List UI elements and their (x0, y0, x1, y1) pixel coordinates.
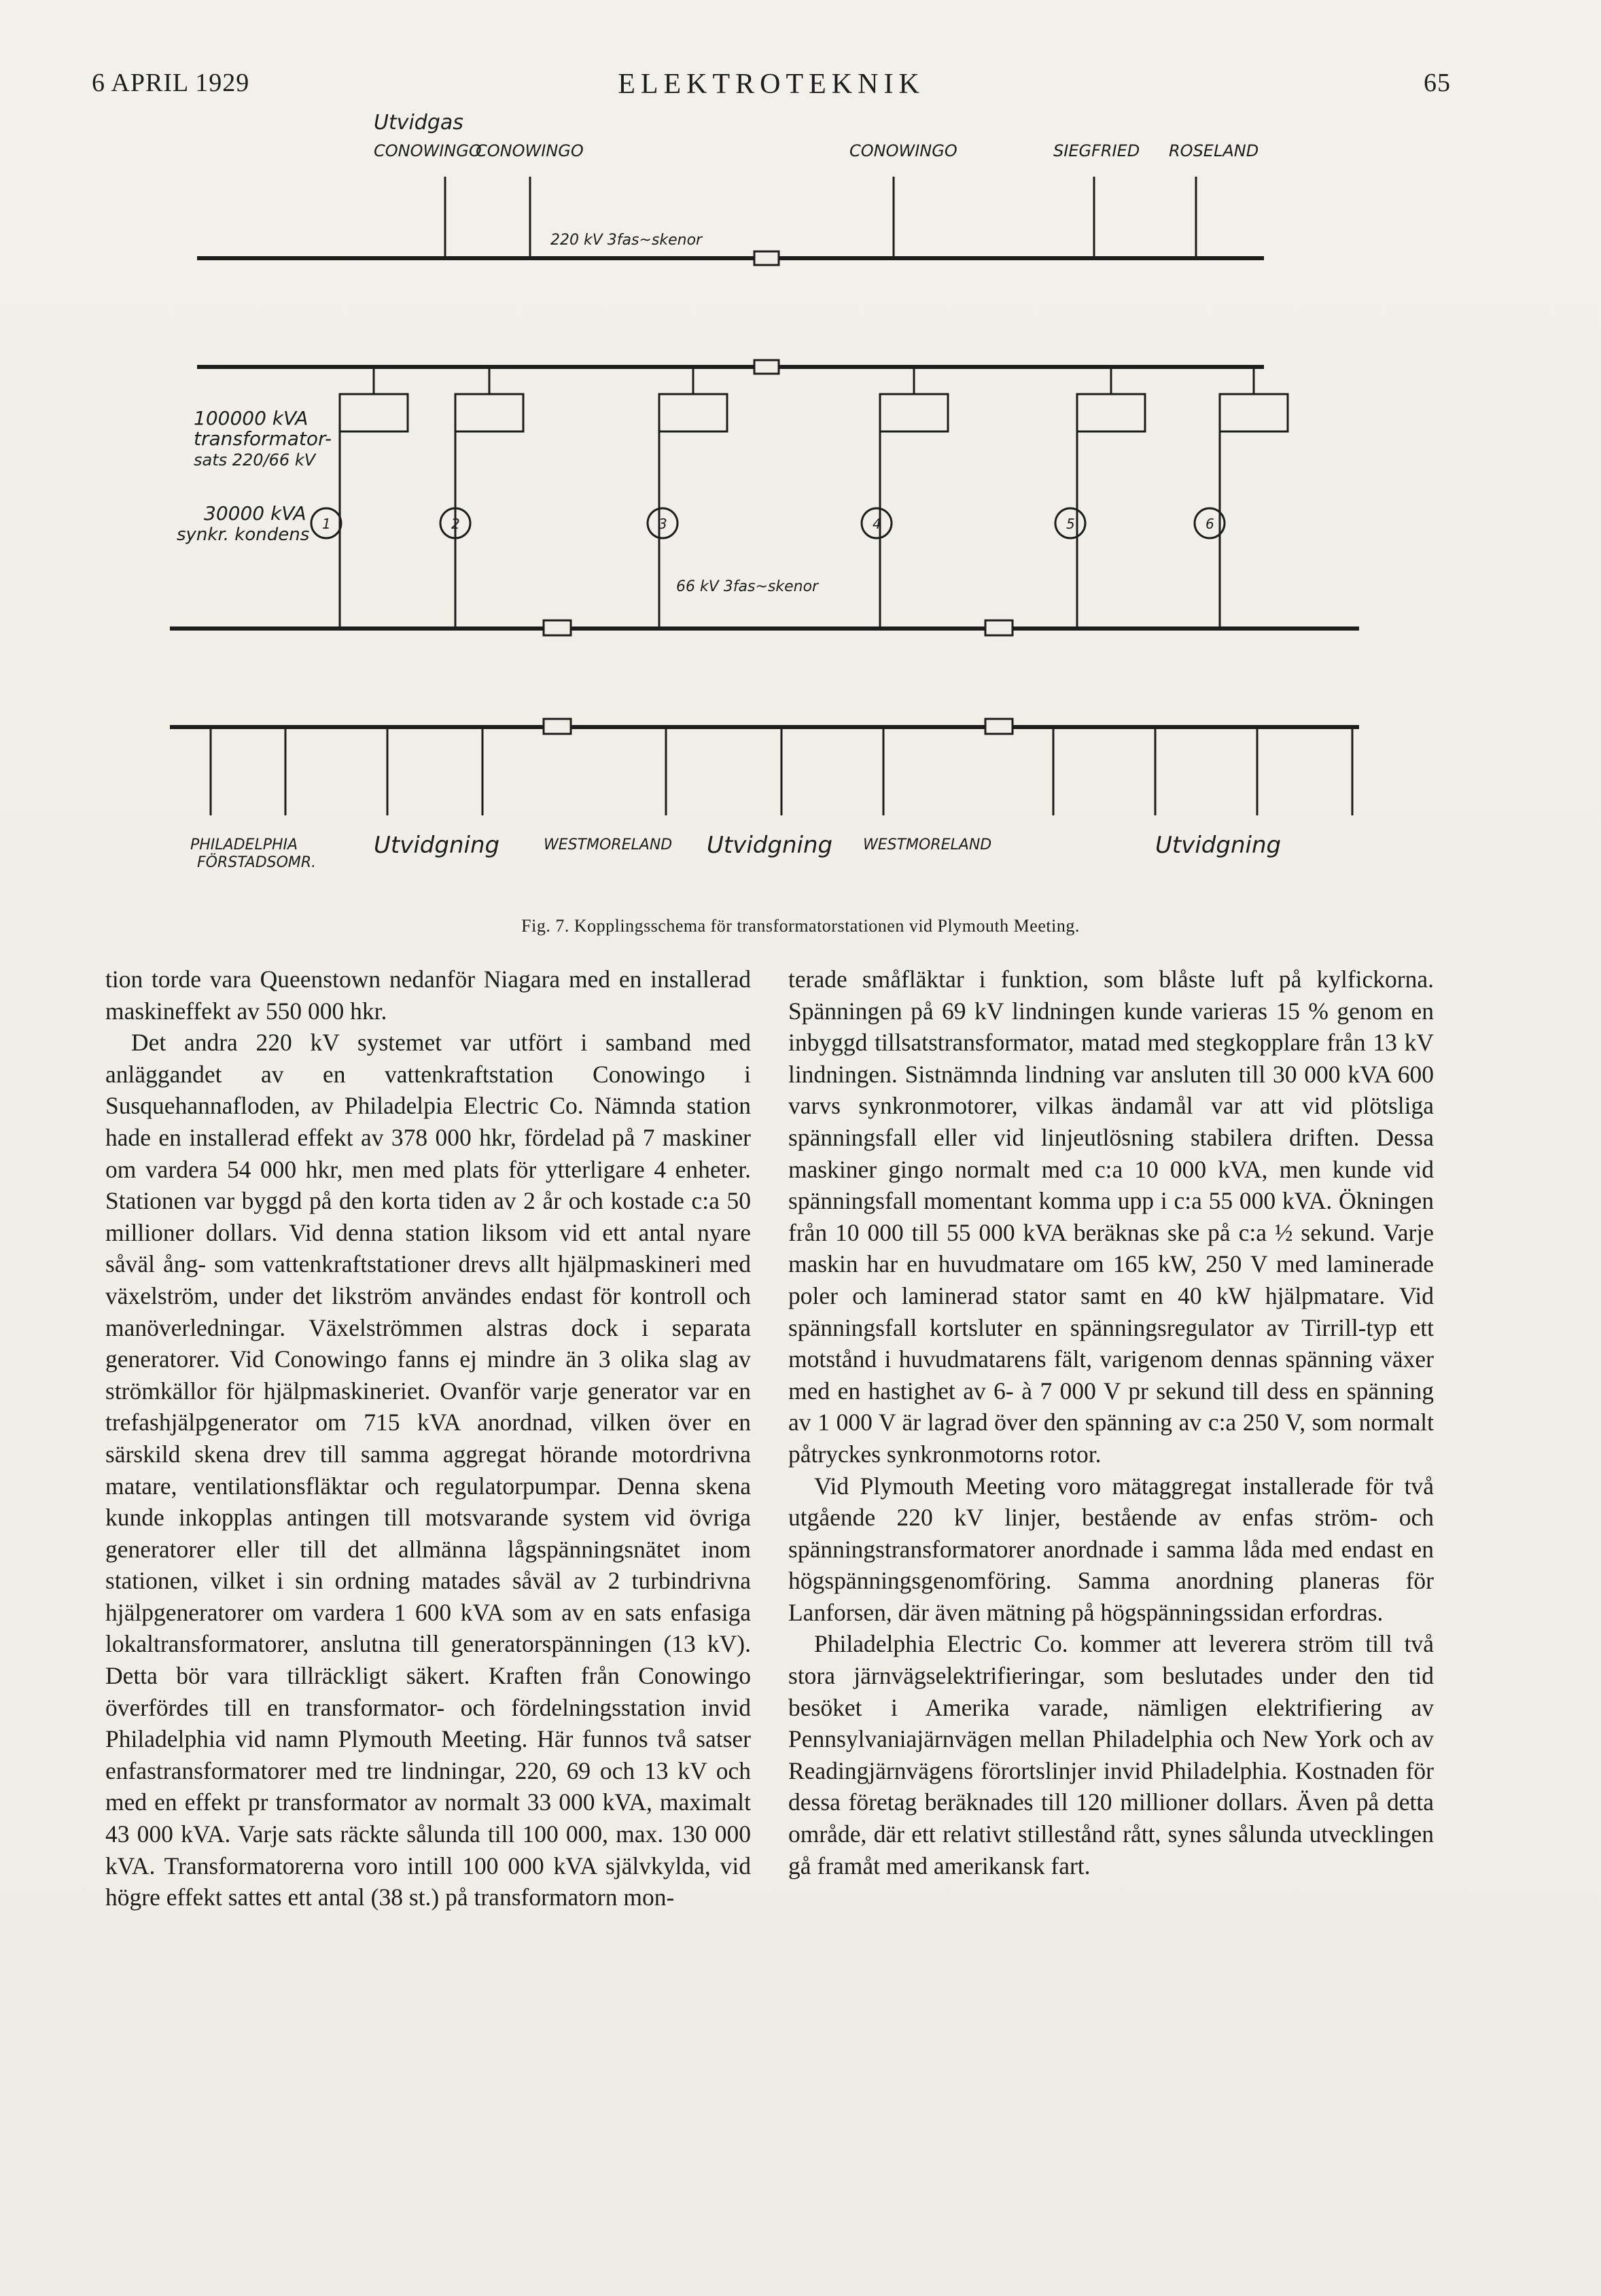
paragraph: Vid Plymouth Meeting voro mätaggregat installerade för två utgående 220 kV linjer, bestående av enfas ström- och spänningstransformatorer anordnade i samma låda med endast en högspänningsgenomföring. Samma anordning planeras för Lanforsen, där även mätning på högspänningssidan erfordras. (788, 1472, 1434, 1626)
label-utvidgas: Utvidgas (374, 111, 463, 135)
label-utvidgning-3: Utvidgning (1155, 832, 1282, 859)
condenser-number-4: 4 (873, 516, 881, 532)
label-philadelphia-1: PHILADELPHIA (190, 836, 298, 853)
page-number: 65 (1424, 69, 1451, 97)
label-westmoreland-2: WESTMORELAND (863, 836, 992, 853)
label-siegfried: SIEGFRIED (1053, 141, 1140, 160)
label-westmoreland-1: WESTMORELAND (544, 836, 673, 853)
paragraph: tion torde vara Queenstown nedanför Niagara med en installerad maskineffekt av 550 000 hkr. (105, 966, 751, 1025)
label-utvidgning-2: Utvidgning (707, 832, 833, 859)
condenser-number-3: 3 (658, 516, 667, 532)
label-condenser-1: 30000 kVA (204, 502, 306, 525)
left-column (105, 964, 751, 1913)
paragraph: terade småfläktar i funktion, som blåste luft på kylfickorna. Spänningen på 69 kV lindningen kunde varieras 15 % genom en inbyggd tillsatstransformator, matad med stegkopplare från 13 kV lindningen. Sistnämnda lindning var ansluten till 30 000 kVA 600 varvs synkronmotorer, vilkas ändamål var att vid plötsliga spänningsfall eller vid linjeutlösning stabilera driften. Dessa maskiner gingo normalt med c:a 10 000 kVA, men kunde vid spänningsfall momentant komma upp i c:a 55 000 kVA. Ökningen från 10 000 till 55 000 kVA beräknas ske på c:a ½ sekund. Varje maskin har en huvudmatare om 165 kW, 250 V med laminerade poler och laminerad stator samt en 40 kW hjälpmatare. Vid spänningsfall kortsluter en spänningsregulator av Tirrill-typ ett motstånd i huvudmatarens fält, varigenom dennas spänning växer med en hastighet av 6- à 7 000 V pr sekund till dess en spänning av 1 000 V är lagrad över den spänning av c:a 250 V, som normalt påtryckes synkronmotorns rotor. (788, 966, 1434, 1468)
condenser-number-2: 2 (451, 516, 460, 532)
journal-title: ELEKTROTEKNIK (618, 69, 925, 100)
paragraph: Det andra 220 kV systemet var utfört i samband med anläggandet av en vattenkraftstation Conowingo i Susquehannafloden, av Philadelpia Electric Co. Nämnda station hade en installerad effekt av 378 000 hkr, fördelad på 7 maskiner om vardera 54 000 hkr, men med plats för ytterligare 4 enheter. Stationen var byggd på den korta tiden av 2 år och kostade c:a 50 millioner dollars. Vid denna station liksom vid ett antal nyare såväl ång- som vattenkraftstationer drevs allt hjälpmaskineri med växelström, under det likström användes endast för kontroll och manöverledningar. Växelströmmen alstras dock i separata generatorer. Vid Conowingo fanns ej mindre än 3 olika slag av strömkällor för hjälpmaskineriet. Ovanför varje generator var en trefashjälpgenerator om 715 kVA anordnad, vilken över en särskild skena drev till samma aggregat hörande motordrivna matare, ventilationsfläktar och regulatorpumpar. Denna skena kunde inkopplas antingen till motsvarande system vid övriga generatorer eller till det allmänna lågspänningsnätet inom stationen, vilket i sin ordning matades såväl av 2 turbindrivna hjälpgeneratorer om vardera 1 600 kVA som av en sats enfasiga lokaltransformatorer, anslutna till generatorspänningen (13 kV). Detta bör vara tillräckligt säkert. Kraften från Conowingo överfördes till en transformator- och fördelningsstation invid Philadelphia vid namn Plymouth Meeting. Här funnos två satser enfastransformatorer med tre lindningar, 220, 69 och 13 kV och med en effekt pr transformator av normalt 33 000 kVA, maximalt 43 000 kVA. Varje sats räckte sålunda till 100 000, max. 130 000 kVA. Transformatorerna voro intill 100 000 kVA självkylda, vid högre effekt sattes ett antal (38 st.) på transformatorn mon- (105, 1029, 751, 1911)
wiring-diagram (170, 102, 1427, 883)
condenser-number-5: 5 (1066, 516, 1075, 532)
figure-caption: Fig. 7. Kopplingsschema för transformatorstationen vid Plymouth Meeting. (521, 916, 1080, 936)
label-transformer-3: sats 220/66 kV (194, 451, 316, 470)
right-column (788, 964, 1434, 1882)
issue-date: 6 APRIL 1929 (92, 69, 250, 97)
label-transformer-2: transformator- (194, 427, 332, 450)
label-conowingo-2: CONOWINGO (476, 141, 584, 160)
paragraph: Philadelphia Electric Co. kommer att leverera ström till två stora järnvägselektrifieringar, som beslutades under den tid besöket i Amerika varade, nämligen elektrifiering av Pennsylvaniajärnvägen mellan Philadelphia och New York och av Readingjärnvägens förortslinjer invid Philadelphia. Kostnaden för dessa företag beräknades till 120 millioner dollars. Även på detta område, där ett relativt stillestånd rått, synes sålunda utvecklingen gå framåt med amerikansk fart. (788, 1630, 1434, 1879)
label-transformer-1: 100000 kVA (194, 407, 309, 429)
label-utvidgning-1: Utvidgning (374, 832, 500, 859)
wiring-diagram-svg (170, 102, 1427, 883)
condenser-number-1: 1 (322, 516, 331, 532)
label-condenser-2: synkr. kondens (177, 525, 310, 545)
label-conowingo-1: CONOWINGO (374, 141, 482, 160)
label-conowingo-3: CONOWINGO (849, 141, 957, 160)
label-philadelphia-2: FÖRSTADSOMR. (197, 854, 317, 871)
label-roseland: ROSELAND (1169, 141, 1259, 160)
label-bus-66: 66 kV 3fas~skenor (676, 578, 819, 595)
condenser-number-6: 6 (1206, 516, 1214, 532)
label-bus-220: 220 kV 3fas~skenor (550, 232, 703, 249)
